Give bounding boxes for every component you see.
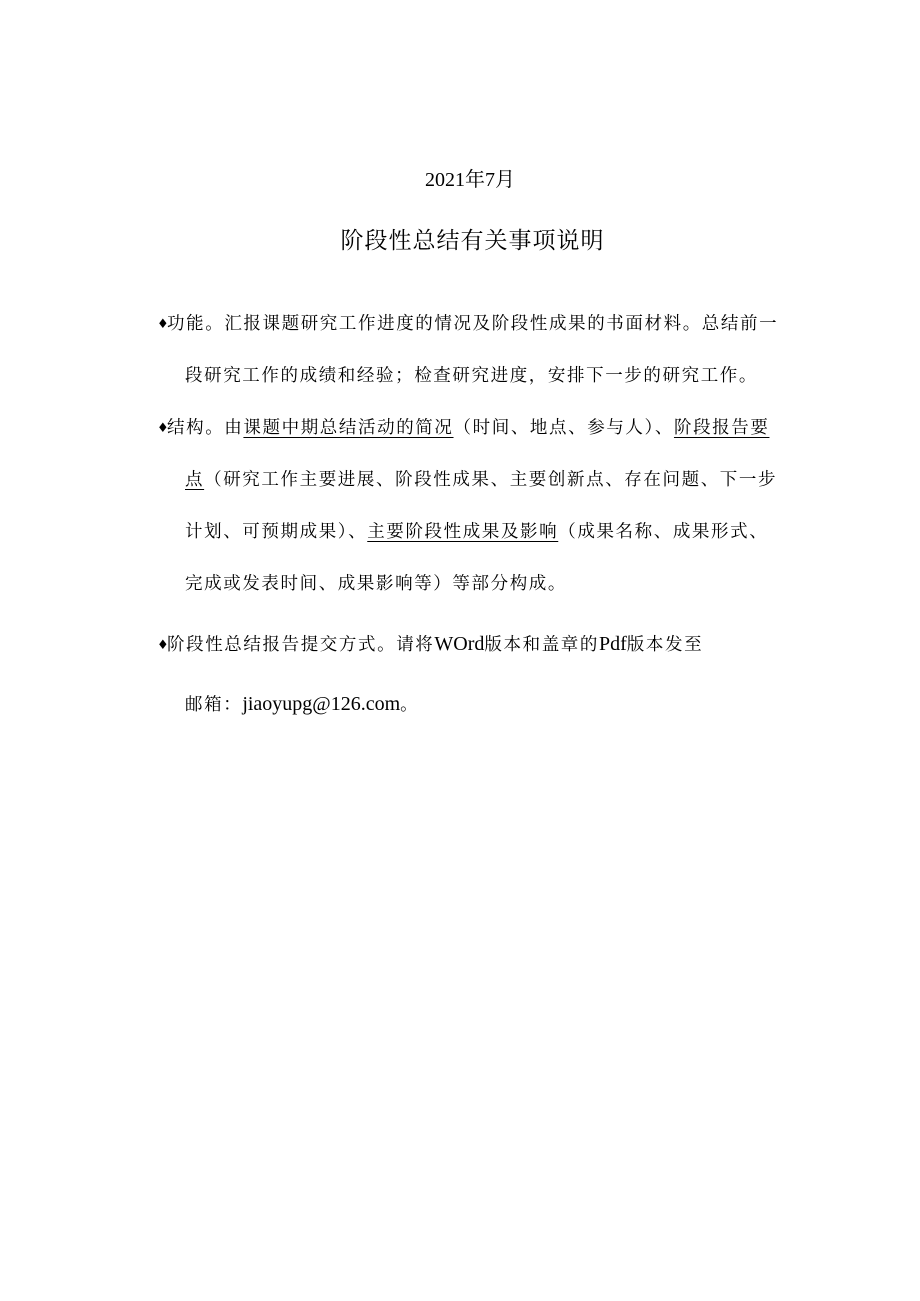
section-function-line-2: 段研究工作的成绩和经验；检查研究进度，安排下一步的研究工作。 xyxy=(185,366,758,386)
underlined-term-stage-report: 阶段报告要 xyxy=(673,418,770,438)
structure-text: （时间、地点、参与人）、 xyxy=(453,418,674,438)
section-structure xyxy=(157,402,822,610)
underlined-term-stage-report-end: 点 xyxy=(185,470,205,490)
diamond-bullet-icon: ♦ xyxy=(157,317,169,332)
email-address[interactable]: jiaoyupg@126.com xyxy=(242,693,401,715)
submission-text: 版本和盖章的 xyxy=(484,635,599,655)
underlined-term-main-results: 主要阶段性成果及影响 xyxy=(367,522,559,542)
document-date: 2021年7月 xyxy=(425,169,515,191)
section-structure-line-1 xyxy=(157,402,822,454)
submission-text: 版本发至 xyxy=(626,635,704,655)
diamond-bullet-icon: ♦ xyxy=(157,421,169,436)
section-structure-head: 结构。由 xyxy=(167,418,244,438)
section-function-text: 汇报课题研究工作进度的情况及阶段性成果的书面材料。总结前一 xyxy=(224,314,779,334)
section-submission-head: 阶段性总结报告提交方式。请将 xyxy=(167,635,435,655)
email-end: 。 xyxy=(400,695,420,715)
section-structure-line-4: 完成或发表时间、成果影响等）等部分构成。 xyxy=(185,574,567,594)
email-label: 邮箱： xyxy=(185,695,243,715)
diamond-bullet-icon: ♦ xyxy=(157,638,169,653)
word-format-label: WOrd xyxy=(434,633,485,655)
section-structure-line-3 xyxy=(157,506,822,558)
section-function-head: 功能。 xyxy=(167,314,225,334)
section-submission xyxy=(157,618,822,730)
section-submission-line-1 xyxy=(157,618,822,670)
section-structure-line-2 xyxy=(157,454,822,506)
underlined-term-activity-overview: 课题中期总结活动的简况 xyxy=(243,418,454,438)
section-function xyxy=(157,298,822,402)
pdf-format-label: Pdf xyxy=(599,633,627,655)
structure-text: （成果名称、成果形式、 xyxy=(558,522,769,542)
section-submission-line-2 xyxy=(157,678,822,730)
structure-text: （研究工作主要进展、阶段性成果、主要创新点、存在问题、下一步 xyxy=(204,470,778,490)
section-function-line-1 xyxy=(157,298,822,350)
document-title: 阶段性总结有关事项说明 xyxy=(340,228,605,254)
structure-text: 计划、可预期成果）、 xyxy=(185,522,368,542)
